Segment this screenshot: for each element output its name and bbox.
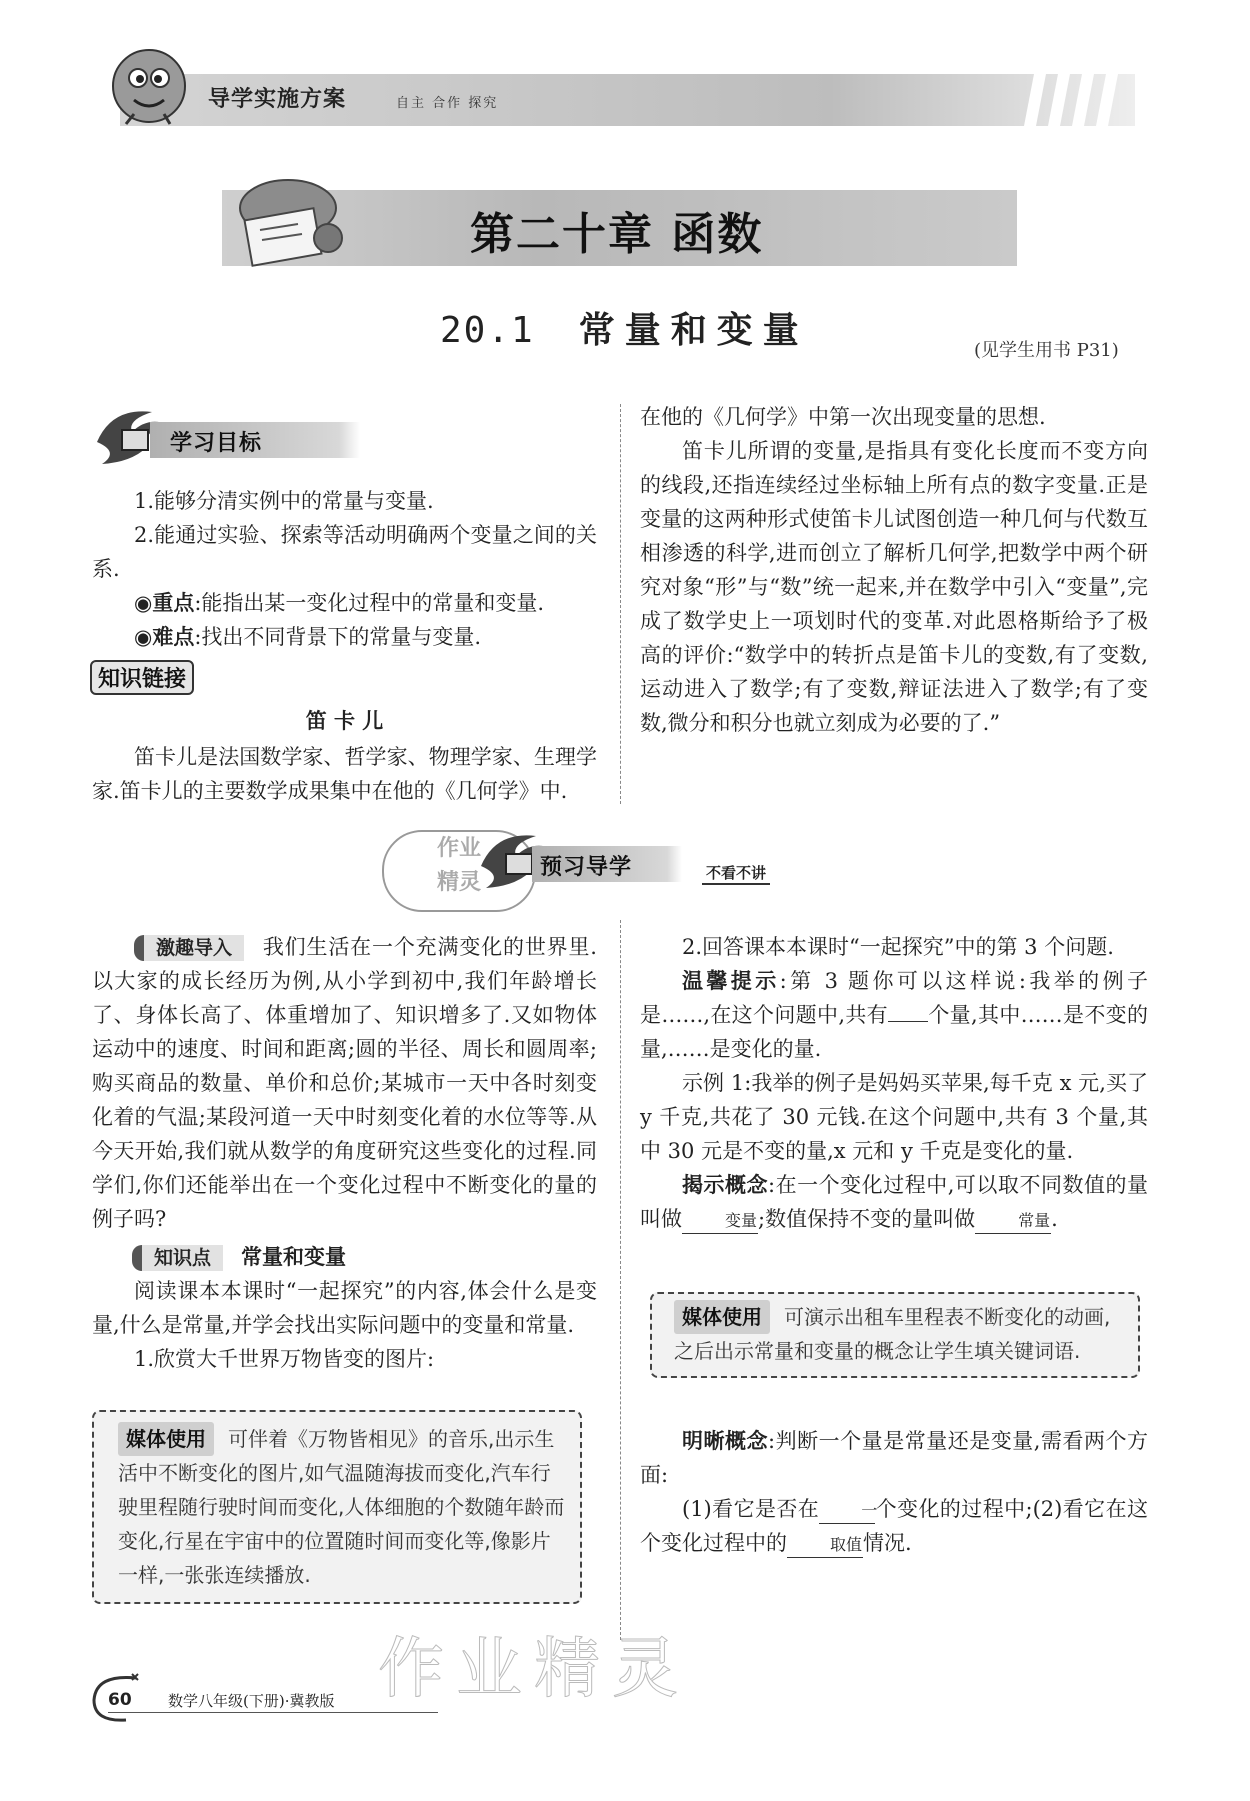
header-title: 导学实施方案 bbox=[208, 87, 347, 112]
section-title bbox=[440, 302, 809, 353]
descartes-para-right-2: 笛卡儿所谓的变量,是指具有变化长度而不变方向的线段,还指连续经过坐标轴上所有点的数字变量.正是变量的这两种形式使笛卡儿试图创造一种几何与代数互相渗透的科学,进而创立了解析几何学,把数学中两个研究对象“形”与“数”统一起来,并在数学中引入“变量”,完成了数学史上一项划时代的变革.对此恩格斯给予了极高的评价:“数学中的转折点是笛卡儿的变数,有了变数,运动进入了数学;有了变数,辩证法进入了数学;有了变数,微分和积分也就立刻成为必要的了.” bbox=[640, 439, 1148, 735]
header-subtitle: 自主 合作 探究 bbox=[396, 96, 499, 111]
concept-text-a: :在一个变化过程中,可以取不同数值的量叫做 bbox=[640, 1173, 1149, 1231]
key-point-text: :能指出某一变化过程中的常量和变量. bbox=[194, 591, 545, 615]
tip-text-a: :第 3 题你可以这样说:我举的例子是……,在这个问题中,共有 bbox=[640, 969, 1148, 1027]
preview-badge-label: 预习导学 bbox=[540, 855, 633, 880]
question-1: 1.欣赏大千世界万物皆变的图片: bbox=[134, 1347, 435, 1371]
judge-text-b: 个变化的过程中;(2)看它在这个变化过程中的 bbox=[640, 1497, 1149, 1555]
chapter-illustration-icon bbox=[218, 168, 358, 268]
column-divider-top bbox=[620, 404, 621, 804]
difficult-point-text: :找出不同背景下的常量与变量. bbox=[194, 625, 482, 649]
media-text-left: 可伴着《万物皆相见》的音乐,出示生活中不断变化的图片,如气温随海拔而变化,汽车行驶里程随行驶时间而变化,人体细胞的个数随年龄而变化,行星在宇宙中的位置随时间而变化等,像影片一样,一张张连续播放. bbox=[118, 1427, 565, 1587]
concept-text-c: . bbox=[1051, 1207, 1058, 1231]
knowledge-link-left bbox=[92, 740, 597, 808]
one-blank: 一 bbox=[819, 1499, 875, 1524]
goal-item-2: 2.能通过实验、探索等活动明确两个变量之间的关系. bbox=[92, 523, 597, 581]
goals-section bbox=[92, 484, 597, 654]
reading-instruction: 阅读课本本课时“一起探究”的内容,体会什么是变量,什么是常量,并学会找出实际问题中的变量和常量. bbox=[92, 1279, 597, 1337]
intro-text: 我们生活在一个充满变化的世界里.以大家的成长经历为例,从小学到初中,我们年龄增长了、身体长高了、体重增加了、知识增多了.又如物体运动中的速度、时间和距离;圆的半径、周长和圆周率;购买商品的数量、单价和总价;某城市一天中各时刻变化着的气温;某段河道一天中时刻变化着的水位等等.从今天开始,我们就从数学的角度研究这些变化的过程.同学们,你们还能举出在一个变化过程中不断变化的量的例子吗? bbox=[92, 935, 597, 1231]
knowledge-link-right bbox=[640, 400, 1148, 740]
media-label-left: 媒体使用 bbox=[118, 1422, 214, 1456]
key-point bbox=[92, 586, 597, 620]
example-paragraph: 示例 1:我举的例子是妈妈买苹果,每千克 x 元,买了 y 千克,共花了 30 元钱.在这个问题中,共有 3 个量,其中 30 元是不变的量,x 元和 y 千克是变化的量. bbox=[640, 1071, 1148, 1163]
difficult-point bbox=[92, 620, 597, 654]
key-point-label: ◉重点 bbox=[134, 591, 195, 615]
media-box-left bbox=[92, 1410, 582, 1604]
mascot-icon bbox=[104, 44, 194, 134]
tip-text-b: 个量,其中……是不变的量,……是变化的量. bbox=[640, 1003, 1148, 1061]
media-box-right bbox=[650, 1292, 1140, 1378]
question-2: 2.回答课本本课时“一起探究”中的第 3 个问题. bbox=[682, 935, 1114, 959]
variable-blank: 变量 bbox=[682, 1209, 758, 1234]
preview-left-column bbox=[92, 930, 597, 1376]
header-stripes-decoration bbox=[1024, 74, 1134, 126]
preview-badge-sub: 不看不讲 bbox=[702, 862, 770, 885]
book-title: 数学八年级(下册)·冀教版 bbox=[168, 1692, 335, 1710]
judge-criteria bbox=[640, 1492, 1148, 1560]
preview-right-column bbox=[640, 930, 1148, 1236]
concept-paragraph bbox=[640, 1168, 1148, 1236]
tip-label: 温馨提示 bbox=[682, 969, 780, 993]
descartes-para-left: 笛卡儿是法国数学家、哲学家、物理学家、生理学家.笛卡儿的主要数学成果集中在他的《几何学》中. bbox=[92, 745, 597, 803]
judge-label: 明晰概念 bbox=[682, 1429, 769, 1453]
tip-paragraph bbox=[640, 964, 1148, 1066]
chapter-title: 第二十章 函数 bbox=[470, 209, 764, 260]
judge-section bbox=[640, 1424, 1148, 1560]
media-label-right: 媒体使用 bbox=[674, 1300, 770, 1334]
book-reference: (见学生用书 P31) bbox=[974, 340, 1119, 361]
value-blank: 取值 bbox=[787, 1533, 863, 1558]
concept-text-b: ;数值保持不变的量叫做 bbox=[758, 1207, 976, 1231]
stamp-line-2: 精灵 bbox=[436, 870, 481, 895]
knowledge-point-title: 常量和变量 bbox=[241, 1245, 347, 1269]
person-name: 笛 卡 儿 bbox=[305, 708, 384, 733]
tip-blank bbox=[888, 1021, 928, 1022]
descartes-para-right-1: 在他的《几何学》中第一次出现变量的思想. bbox=[640, 405, 1046, 429]
knowledge-link-label: 知识链接 bbox=[90, 660, 194, 695]
judge-text-c: 情况. bbox=[863, 1531, 912, 1555]
judge-text-a: (1)看它是否在 bbox=[682, 1497, 820, 1521]
section-number: 20.1 bbox=[440, 310, 535, 351]
constant-blank: 常量 bbox=[975, 1209, 1051, 1234]
stamp-line-1: 作业 bbox=[436, 836, 481, 861]
concept-label: 揭示概念 bbox=[682, 1173, 769, 1197]
footer-watermark: 作业精灵 bbox=[378, 1630, 690, 1707]
footer-line bbox=[108, 1712, 438, 1713]
judge-paragraph bbox=[640, 1424, 1148, 1492]
goal-item-1: 1.能够分清实例中的常量与变量. bbox=[134, 489, 434, 513]
knowledge-point-tag: 知识点 bbox=[132, 1245, 223, 1271]
goals-badge-label: 学习目标 bbox=[170, 431, 263, 456]
knowledge-link-label-wrap bbox=[90, 660, 194, 695]
intro-paragraph bbox=[92, 930, 597, 1236]
media-text-right: 可演示出租车里程表不断变化的动画,之后出示常量和变量的概念让学生填关键词语. bbox=[674, 1305, 1111, 1363]
intro-tag: 激趣导入 bbox=[134, 935, 244, 961]
page-number: 60 bbox=[108, 1690, 132, 1710]
knowledge-point-heading bbox=[92, 1240, 597, 1274]
difficult-point-label: ◉难点 bbox=[134, 625, 195, 649]
section-name: 常量和变量 bbox=[578, 309, 809, 351]
column-divider-bottom bbox=[620, 920, 621, 1640]
judge-text: :判断一个量是常量还是变量,需看两个方面: bbox=[640, 1429, 1149, 1487]
